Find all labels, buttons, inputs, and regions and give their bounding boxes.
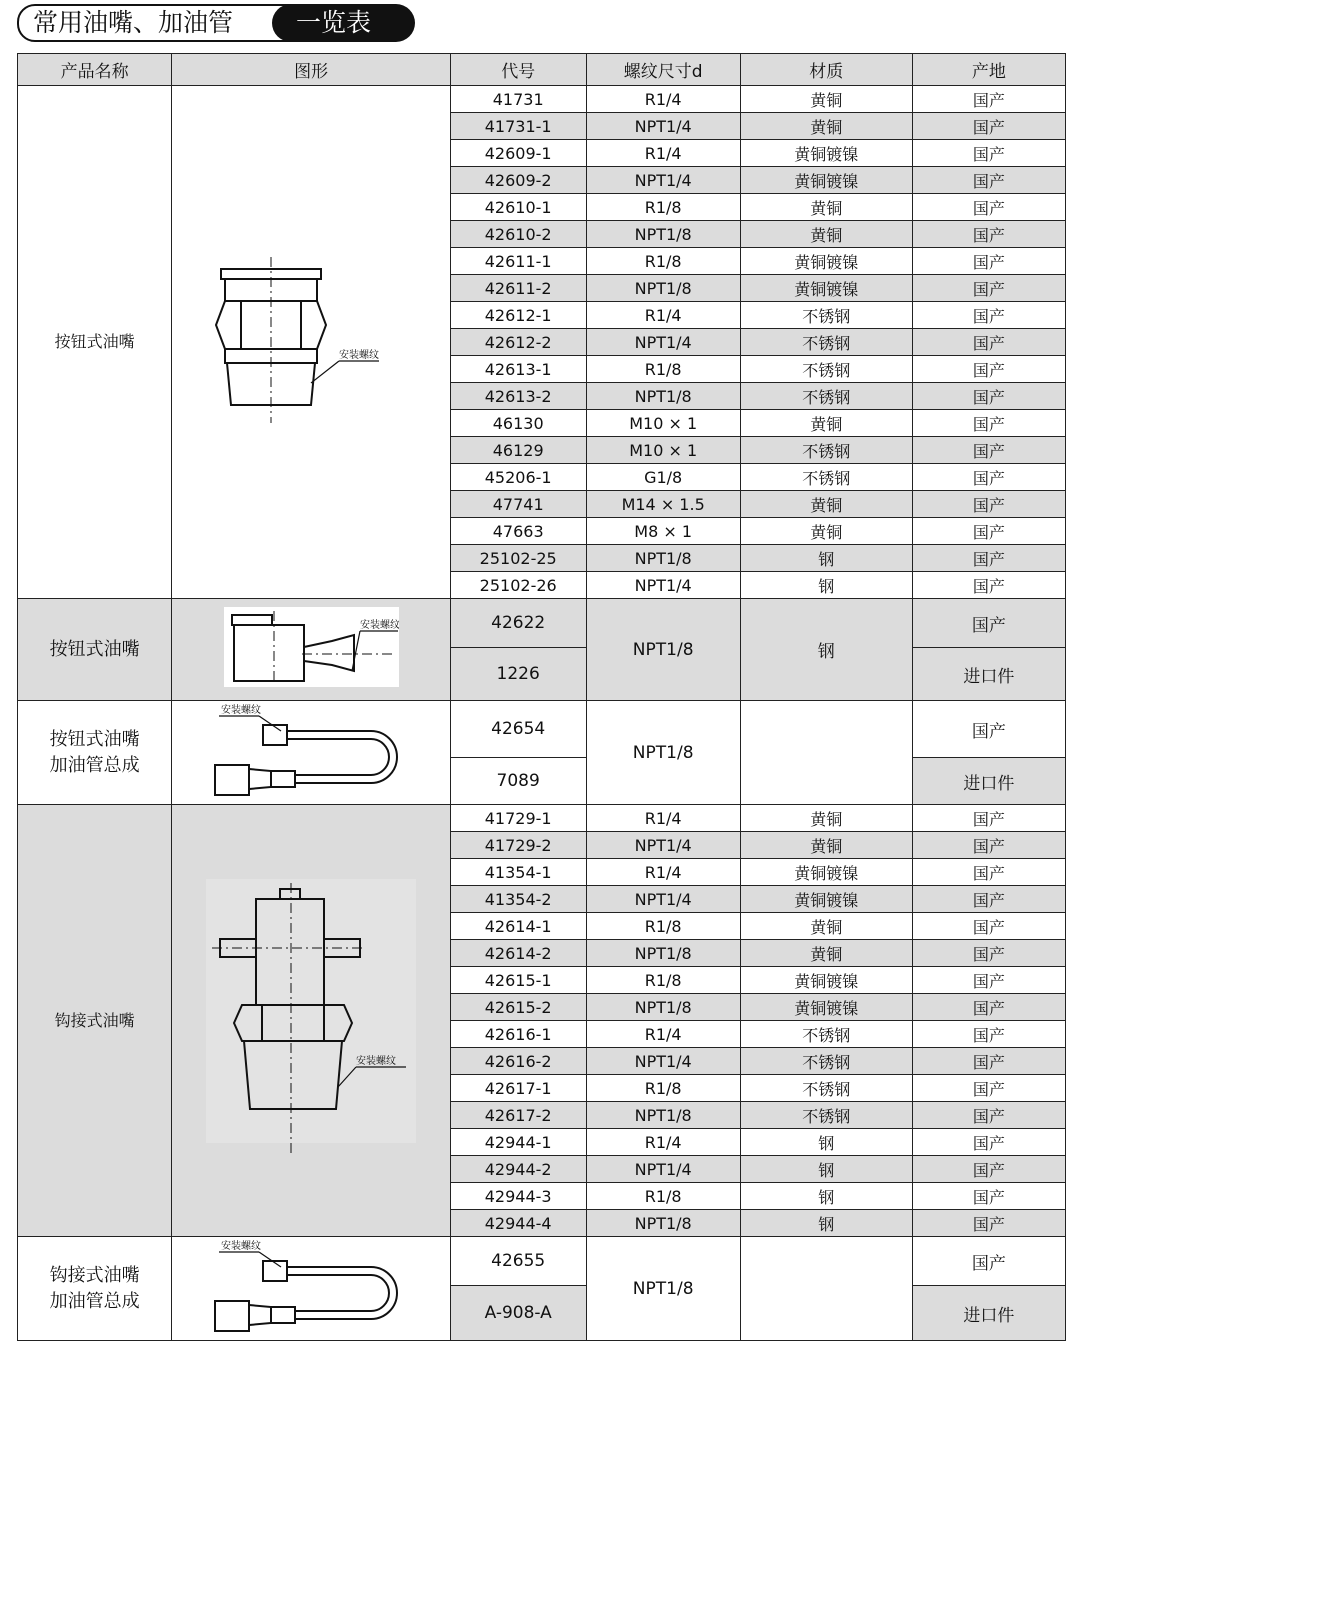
product-name-line: 钩接式油嘴 xyxy=(49,1264,140,1286)
origin-cell: 国产 xyxy=(912,545,1065,572)
hook-nipple-drawing xyxy=(206,879,416,1159)
origin-cell: 国产 xyxy=(912,221,1065,248)
code-cell: 42612-1 xyxy=(450,302,586,329)
origin-cell: 进口件 xyxy=(912,1286,1065,1341)
origin-cell: 国产 xyxy=(912,1183,1065,1210)
product-name-line: 加油管总成 xyxy=(49,754,140,776)
thread-cell: R1/8 xyxy=(586,913,740,940)
product-name: 钩接式油嘴 xyxy=(18,805,172,1237)
material-cell: 黄铜 xyxy=(740,518,912,545)
material-cell: 黄铜镀镍 xyxy=(740,248,912,275)
material-cell: 黄铜镀镍 xyxy=(740,167,912,194)
origin-cell: 国产 xyxy=(912,1156,1065,1183)
thread-cell: NPT1/4 xyxy=(586,832,740,859)
figure-cell xyxy=(172,86,451,599)
thread-cell: M8 × 1 xyxy=(586,518,740,545)
thread-cell: NPT1/8 xyxy=(586,599,740,701)
thread-cell: R1/4 xyxy=(586,140,740,167)
origin-cell: 国产 xyxy=(912,1102,1065,1129)
header-thread-size: 螺纹尺寸d xyxy=(586,54,740,86)
material-cell xyxy=(740,701,912,805)
code-cell: 42609-2 xyxy=(450,167,586,194)
thread-cell: R1/4 xyxy=(586,859,740,886)
origin-cell: 国产 xyxy=(912,140,1065,167)
material-cell: 不锈钢 xyxy=(740,1102,912,1129)
material-cell: 不锈钢 xyxy=(740,1021,912,1048)
thread-cell: NPT1/4 xyxy=(586,886,740,913)
material-cell: 黄铜 xyxy=(740,832,912,859)
material-cell: 钢 xyxy=(740,545,912,572)
figure-cell xyxy=(172,805,451,1237)
material-cell: 钢 xyxy=(740,1183,912,1210)
origin-cell: 国产 xyxy=(912,599,1065,648)
material-cell: 黄铜 xyxy=(740,221,912,248)
material-cell: 黄铜镀镍 xyxy=(740,886,912,913)
material-cell: 黄铜 xyxy=(740,86,912,113)
thread-cell: M10 × 1 xyxy=(586,410,740,437)
product-name: 按钮式油嘴 xyxy=(18,599,172,701)
material-cell: 不锈钢 xyxy=(740,356,912,383)
origin-cell: 国产 xyxy=(912,859,1065,886)
code-cell: 42655 xyxy=(450,1237,586,1286)
thread-cell: R1/4 xyxy=(586,805,740,832)
thread-cell: R1/8 xyxy=(586,356,740,383)
code-cell: 42944-3 xyxy=(450,1183,586,1210)
thread-callout: 安装螺纹 xyxy=(359,620,399,631)
material-cell: 不锈钢 xyxy=(740,464,912,491)
thread-callout: 安装螺纹 xyxy=(221,1241,262,1252)
code-cell: 7089 xyxy=(450,758,586,805)
thread-cell: NPT1/8 xyxy=(586,1210,740,1237)
code-cell: 42654 xyxy=(450,701,586,758)
material-cell: 不锈钢 xyxy=(740,302,912,329)
table-body xyxy=(18,86,1066,1341)
origin-cell: 国产 xyxy=(912,383,1065,410)
material-cell xyxy=(740,1237,912,1341)
thread-cell: G1/8 xyxy=(586,464,740,491)
code-cell: 42615-2 xyxy=(450,994,586,1021)
code-cell: 42611-2 xyxy=(450,275,586,302)
code-cell: 42615-1 xyxy=(450,967,586,994)
code-cell: 42617-2 xyxy=(450,1102,586,1129)
thread-callout: 安装螺纹 xyxy=(356,1055,397,1067)
code-cell: 41731-1 xyxy=(450,113,586,140)
code-cell: 46129 xyxy=(450,437,586,464)
code-cell: 42622 xyxy=(450,599,586,648)
origin-cell: 国产 xyxy=(912,832,1065,859)
thread-cell: M14 × 1.5 xyxy=(586,491,740,518)
code-cell: 41731 xyxy=(450,86,586,113)
thread-cell: NPT1/8 xyxy=(586,701,740,805)
origin-cell: 国产 xyxy=(912,1075,1065,1102)
origin-cell: 国产 xyxy=(912,167,1065,194)
origin-cell: 进口件 xyxy=(912,648,1065,701)
figure-cell xyxy=(172,701,451,805)
code-cell: 42616-2 xyxy=(450,1048,586,1075)
material-cell: 黄铜 xyxy=(740,113,912,140)
page-title: 常用油嘴、加油管 xyxy=(17,4,293,42)
thread-cell: NPT1/4 xyxy=(586,113,740,140)
product-name xyxy=(18,701,172,805)
product-name-line: 按钮式油嘴 xyxy=(49,728,140,750)
table-row xyxy=(18,86,1066,113)
code-cell: 41354-1 xyxy=(450,859,586,886)
code-cell: 42613-1 xyxy=(450,356,586,383)
hose-assembly-drawing xyxy=(211,701,411,799)
code-cell: 41729-1 xyxy=(450,805,586,832)
code-cell: 1226 xyxy=(450,648,586,701)
table-row xyxy=(18,1237,1066,1286)
thread-callout: 安装螺纹 xyxy=(339,350,380,361)
thread-cell: NPT1/4 xyxy=(586,167,740,194)
origin-cell: 国产 xyxy=(912,1048,1065,1075)
code-cell: 42616-1 xyxy=(450,1021,586,1048)
table-header-row xyxy=(18,54,1066,86)
code-cell: 42944-1 xyxy=(450,1129,586,1156)
material-cell: 钢 xyxy=(740,1129,912,1156)
origin-cell: 国产 xyxy=(912,805,1065,832)
code-cell: 42610-2 xyxy=(450,221,586,248)
code-cell: 25102-25 xyxy=(450,545,586,572)
thread-cell: R1/4 xyxy=(586,86,740,113)
code-cell: 42611-1 xyxy=(450,248,586,275)
origin-cell: 国产 xyxy=(912,518,1065,545)
figure-cell xyxy=(172,599,451,701)
material-cell: 不锈钢 xyxy=(740,1048,912,1075)
header-figure: 图形 xyxy=(172,54,451,86)
material-cell: 黄铜 xyxy=(740,805,912,832)
material-cell: 黄铜镀镍 xyxy=(740,967,912,994)
code-cell: 42617-1 xyxy=(450,1075,586,1102)
page-title-tag: 一览表 xyxy=(272,4,415,42)
code-cell: 25102-26 xyxy=(450,572,586,599)
material-cell: 黄铜 xyxy=(740,940,912,967)
thread-cell: M10 × 1 xyxy=(586,437,740,464)
origin-cell: 国产 xyxy=(912,113,1065,140)
table-row xyxy=(18,599,1066,648)
material-cell: 黄铜镀镍 xyxy=(740,859,912,886)
thread-cell: R1/4 xyxy=(586,1129,740,1156)
product-name-line: 加油管总成 xyxy=(49,1290,140,1312)
origin-cell: 国产 xyxy=(912,913,1065,940)
origin-cell: 国产 xyxy=(912,302,1065,329)
code-cell: 42612-2 xyxy=(450,329,586,356)
table-row xyxy=(18,805,1066,832)
thread-cell: NPT1/8 xyxy=(586,383,740,410)
origin-cell: 国产 xyxy=(912,994,1065,1021)
figure-cell xyxy=(172,1237,451,1341)
material-cell: 不锈钢 xyxy=(740,437,912,464)
thread-cell: NPT1/4 xyxy=(586,1156,740,1183)
origin-cell: 国产 xyxy=(912,329,1065,356)
material-cell: 黄铜镀镍 xyxy=(740,994,912,1021)
material-cell: 黄铜 xyxy=(740,913,912,940)
thread-cell: R1/8 xyxy=(586,1075,740,1102)
origin-cell: 国产 xyxy=(912,1129,1065,1156)
material-cell: 不锈钢 xyxy=(740,383,912,410)
code-cell: 46130 xyxy=(450,410,586,437)
code-cell: 47741 xyxy=(450,491,586,518)
thread-cell: R1/8 xyxy=(586,194,740,221)
code-cell: 41354-2 xyxy=(450,886,586,913)
origin-cell: 国产 xyxy=(912,86,1065,113)
material-cell: 不锈钢 xyxy=(740,1075,912,1102)
origin-cell: 国产 xyxy=(912,248,1065,275)
thread-cell: NPT1/4 xyxy=(586,329,740,356)
thread-cell: NPT1/8 xyxy=(586,221,740,248)
origin-cell: 国产 xyxy=(912,886,1065,913)
header-product-name: 产品名称 xyxy=(18,54,172,86)
origin-cell: 国产 xyxy=(912,967,1065,994)
title-bar xyxy=(17,4,415,40)
hose-assembly-drawing xyxy=(211,1237,411,1335)
origin-cell: 国产 xyxy=(912,701,1065,758)
material-cell: 钢 xyxy=(740,1210,912,1237)
code-cell: 45206-1 xyxy=(450,464,586,491)
code-cell: 42610-1 xyxy=(450,194,586,221)
angled-nipple-drawing xyxy=(224,607,399,687)
code-cell: 42614-1 xyxy=(450,913,586,940)
material-cell: 不锈钢 xyxy=(740,329,912,356)
code-cell: 42613-2 xyxy=(450,383,586,410)
thread-cell: R1/8 xyxy=(586,248,740,275)
origin-cell: 国产 xyxy=(912,194,1065,221)
material-cell: 钢 xyxy=(740,1156,912,1183)
code-cell: 47663 xyxy=(450,518,586,545)
origin-cell: 国产 xyxy=(912,410,1065,437)
product-table xyxy=(17,53,1066,1341)
material-cell: 钢 xyxy=(740,599,912,701)
product-name: 按钮式油嘴 xyxy=(18,86,172,599)
origin-cell: 国产 xyxy=(912,1021,1065,1048)
product-name xyxy=(18,1237,172,1341)
material-cell: 黄铜镀镍 xyxy=(740,140,912,167)
thread-cell: NPT1/8 xyxy=(586,545,740,572)
thread-cell: NPT1/4 xyxy=(586,572,740,599)
thread-cell: NPT1/8 xyxy=(586,940,740,967)
header-material: 材质 xyxy=(740,54,912,86)
origin-cell: 国产 xyxy=(912,464,1065,491)
thread-callout: 安装螺纹 xyxy=(221,705,262,716)
material-cell: 钢 xyxy=(740,572,912,599)
code-cell: 42944-2 xyxy=(450,1156,586,1183)
code-cell: A-908-A xyxy=(450,1286,586,1341)
thread-cell: NPT1/4 xyxy=(586,1048,740,1075)
origin-cell: 国产 xyxy=(912,1237,1065,1286)
material-cell: 黄铜镀镍 xyxy=(740,275,912,302)
code-cell: 42609-1 xyxy=(450,140,586,167)
thread-cell: R1/4 xyxy=(586,302,740,329)
thread-cell: NPT1/8 xyxy=(586,1102,740,1129)
origin-cell: 国产 xyxy=(912,437,1065,464)
material-cell: 黄铜 xyxy=(740,410,912,437)
code-cell: 41729-2 xyxy=(450,832,586,859)
code-cell: 42614-2 xyxy=(450,940,586,967)
origin-cell: 国产 xyxy=(912,940,1065,967)
code-cell: 42944-4 xyxy=(450,1210,586,1237)
origin-cell: 进口件 xyxy=(912,758,1065,805)
header-origin: 产地 xyxy=(912,54,1065,86)
origin-cell: 国产 xyxy=(912,356,1065,383)
thread-cell: NPT1/8 xyxy=(586,1237,740,1341)
material-cell: 黄铜 xyxy=(740,491,912,518)
header-code: 代号 xyxy=(450,54,586,86)
origin-cell: 国产 xyxy=(912,275,1065,302)
origin-cell: 国产 xyxy=(912,572,1065,599)
origin-cell: 国产 xyxy=(912,1210,1065,1237)
thread-cell: NPT1/8 xyxy=(586,994,740,1021)
push-button-nipple-drawing xyxy=(211,255,411,425)
thread-cell: R1/4 xyxy=(586,1021,740,1048)
origin-cell: 国产 xyxy=(912,491,1065,518)
material-cell: 黄铜 xyxy=(740,194,912,221)
thread-cell: R1/8 xyxy=(586,1183,740,1210)
table-row xyxy=(18,701,1066,758)
thread-cell: R1/8 xyxy=(586,967,740,994)
thread-cell: NPT1/8 xyxy=(586,275,740,302)
